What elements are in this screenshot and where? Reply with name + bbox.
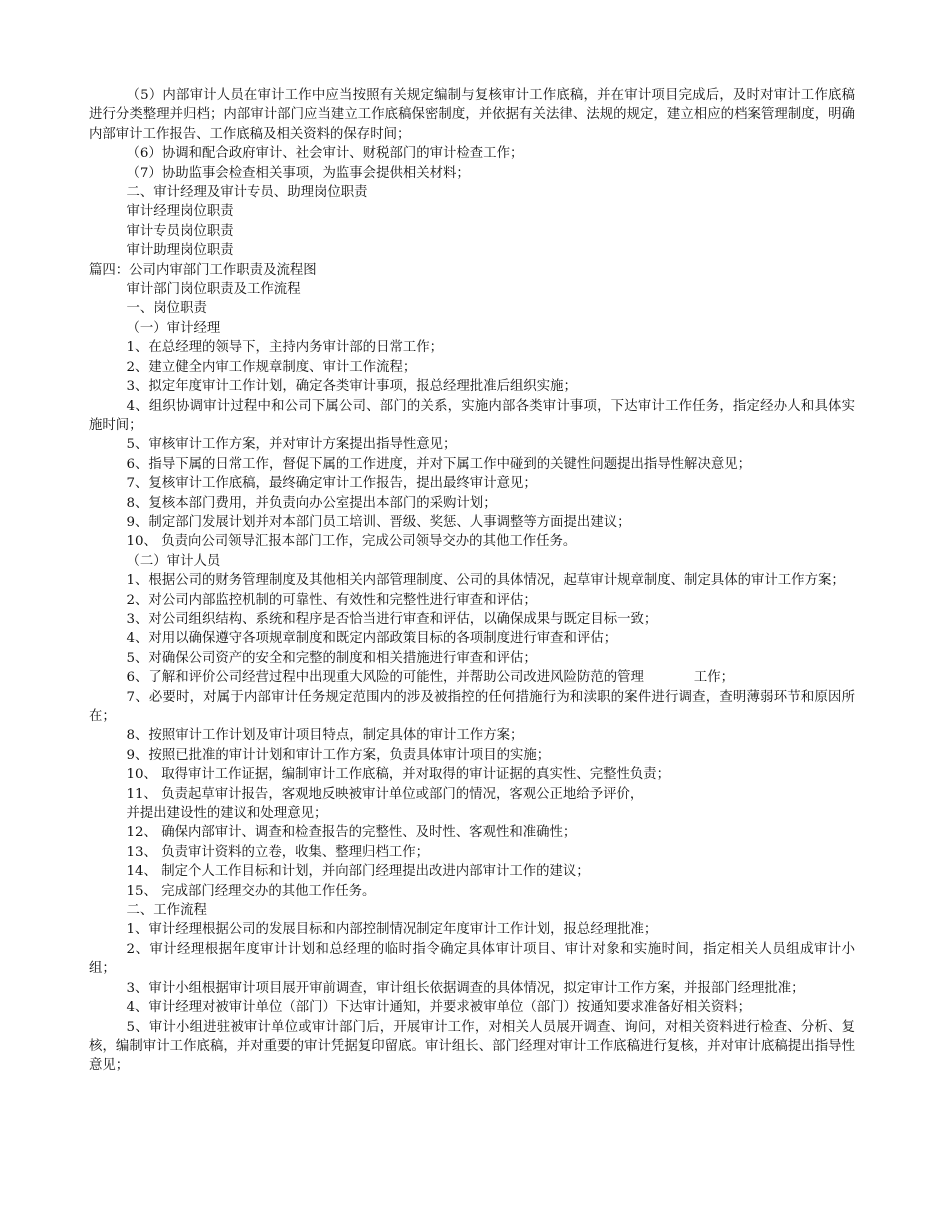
paragraph: [89, 144, 855, 163]
paragraph-text: 二、工作流程: [126, 903, 207, 919]
paragraph: [89, 397, 855, 436]
paragraph-text: 14、 制定个人工作目标和计划，并向部门经理提出改进内部审计工作的建议；: [126, 864, 590, 880]
paragraph-text: 2、对公司内部监控机制的可靠性、有效性和完整性进行审查和评估；: [126, 592, 537, 608]
paragraph: [89, 979, 855, 998]
paragraph: [89, 377, 855, 396]
paragraph: [89, 765, 855, 784]
paragraph-text: 15、 完成部门经理交办的其他工作任务。: [126, 883, 376, 899]
paragraph: [89, 882, 855, 901]
paragraph-text: 3、拟定年度审计工作计划，确定各类审计事项，报总经理批准后组织实施；: [126, 379, 577, 395]
paragraph: [89, 940, 855, 979]
paragraph-text: 3、对公司组织结构、系统和程序是否恰当进行审查和评估，以确保成果与既定目标一致；: [126, 611, 658, 627]
paragraph: [89, 843, 855, 862]
paragraph: [89, 202, 855, 221]
paragraph: [89, 785, 855, 804]
paragraph: [89, 804, 855, 823]
paragraph-text: 审计专员岗位职责: [126, 223, 234, 239]
paragraph-tail: 工作；: [693, 670, 735, 686]
paragraph: [89, 726, 855, 745]
paragraph-text: 4、对用以确保遵守各项规章制度和既定内部政策目标的各项制度进行审查和评估；: [126, 631, 618, 647]
paragraph-text: （二）审计人员: [126, 553, 221, 569]
paragraph-text: 8、复核本部门费用，并负责向办公室提出本部门的采购计划；: [126, 495, 497, 511]
paragraph: [89, 86, 855, 144]
paragraph: [89, 591, 855, 610]
paragraph: [89, 668, 855, 687]
paragraph: [89, 610, 855, 629]
paragraph-text: 审计经理岗位职责: [126, 204, 234, 220]
paragraph-text: 9、按照已批准的审计计划和审计工作方案，负责具体审计项目的实施；: [126, 747, 551, 763]
paragraph-text: 2、审计经理根据年度审计计划和总经理的临时指令确定具体审计项目、审计对象和实施时间，指定相关人员组成审计小组；: [89, 941, 855, 977]
paragraph: [89, 862, 855, 881]
paragraph: [89, 746, 855, 765]
paragraph-text: 5、审核审计工作方案，并对审计方案提出指导性意见；: [126, 437, 457, 453]
paragraph-text: 8、按照审计工作计划及审计项目特点，制定具体的审计工作方案；: [126, 728, 524, 744]
paragraph: [89, 823, 855, 842]
paragraph: [89, 532, 855, 551]
paragraph: [89, 164, 855, 183]
paragraph: [89, 183, 855, 202]
paragraph-text: 1、根据公司的财务管理制度及其他相关内部管理制度、公司的具体情况，起草审计规章制度、制定具体的审计工作方案；: [126, 573, 845, 589]
document-body: [89, 86, 855, 1076]
paragraph-text: 审计部门岗位职责及工作流程: [126, 282, 301, 298]
paragraph-text: （6）协调和配合政府审计、社会审计、财税部门的审计检查工作；: [126, 146, 524, 162]
paragraph-text: （一）审计经理: [126, 320, 221, 336]
paragraph: [89, 299, 855, 318]
paragraph-text: 10、 负责向公司领导汇报本部门工作，完成公司领导交办的其他工作任务。: [126, 534, 577, 550]
paragraph-text: 二、审计经理及审计专员、助理岗位职责: [126, 185, 368, 201]
paragraph: [89, 455, 855, 474]
paragraph: [89, 571, 855, 590]
paragraph-text: 10、 取得审计工作证据，编制审计工作底稿，并对取得的审计证据的真实性、完整性负责；: [126, 767, 671, 783]
paragraph: [89, 241, 855, 260]
paragraph: [89, 513, 855, 532]
paragraph: [89, 261, 855, 280]
paragraph: [89, 280, 855, 299]
paragraph: [89, 358, 855, 377]
paragraph-text: 篇四：公司内审部门工作职责及流程图: [89, 262, 317, 278]
paragraph: [89, 435, 855, 454]
paragraph-text: 5、对确保公司资产的安全和完整的制度和相关措施进行审查和评估；: [126, 650, 537, 666]
paragraph-text: 4、组织协调审计过程中和公司下属公司、部门的关系，实施内部各类审计事项，下达审计工作任务，指定经办人和具体实施时间；: [89, 398, 855, 433]
paragraph: [89, 629, 855, 648]
paragraph-text: 并提出建设性的建议和处理意见；: [126, 806, 328, 822]
paragraph: [89, 920, 855, 939]
paragraph-text: 7、必要时，对属于内部审计任务规定范围内的涉及被指控的任何措施行为和渎职的案件进行调查，查明薄弱环节和原因所在；: [89, 689, 855, 724]
paragraph-text: 7、复核审计工作底稿，最终确定审计工作报告，提出最终审计意见；: [126, 476, 537, 492]
paragraph-text: 13、 负责审计资料的立卷，收集、整理归档工作；: [126, 844, 430, 860]
paragraph-text: 1、在总经理的领导下，主持内务审计部的日常工作；: [126, 340, 444, 356]
paragraph: [89, 998, 855, 1017]
paragraph-text: 9、制定部门发展计划并对本部门员工培训、晋级、奖惩、人事调整等方面提出建议；: [126, 514, 631, 530]
paragraph: [89, 494, 855, 513]
paragraph-text: 3、审计小组根据审计项目展开审前调查，审计组长依据调查的具体情况，拟定审计工作方案，并报部门经理批准；: [126, 980, 805, 996]
paragraph: [89, 319, 855, 338]
paragraph-text: 一、岗位职责: [126, 301, 207, 317]
paragraph-text: 11、 负责起草审计报告，客观地反映被审计单位或部门的情况，客观公正地给予评价，: [126, 786, 644, 802]
paragraph: [89, 474, 855, 493]
paragraph-text: 6、了解和评价公司经营过程中出现重大风险的可能性，并帮助公司改进风险防范的管理: [126, 670, 644, 686]
paragraph-text: 5、审计小组进驻被审计单位或审计部门后，开展审计工作，对相关人员展开调查、询问，对相关资料进行检查、分析、复核，编制审计工作底稿，并对重要的审计凭据复印留底。审计组长、部门经理对审计工作底稿进行复核，并对审计底稿提出指导性意见；: [89, 1019, 855, 1074]
paragraph-text: 1、审计经理根据公司的发展目标和内部控制情况制定年度审计工作计划，报总经理批准；: [126, 922, 658, 938]
paragraph: [89, 901, 855, 920]
paragraph: [89, 688, 855, 727]
paragraph-text: 2、建立健全内审工作规章制度、审计工作流程；: [126, 359, 417, 375]
paragraph-text: （5）内部审计人员在审计工作中应当按照有关规定编制与复核审计工作底稿，并在审计项目完成后，及时对审计工作底稿进行分类整理并归档；内部审计部门应当建立工作底稿保密制度，并依据有关法律、法规的规定，建立相应的档案管理制度，明确内部审计工作报告、工作底稿及相关资料的保存时间；: [89, 88, 855, 142]
paragraph: [89, 649, 855, 668]
paragraph: [89, 1018, 855, 1076]
paragraph-text: 12、 确保内部审计、调查和检查报告的完整性、及时性、客观性和准确性；: [126, 825, 577, 841]
paragraph: [89, 338, 855, 357]
paragraph: [89, 552, 855, 571]
paragraph-text: （7）协助监事会检查相关事项，为监事会提供相关材料；: [126, 165, 470, 181]
paragraph: [89, 222, 855, 241]
paragraph-text: 6、指导下属的日常工作，督促下属的工作进度，并对下属工作中碰到的关键性问题提出指导性解决意见；: [126, 456, 752, 472]
paragraph-text: 4、审计经理对被审计单位（部门）下达审计通知，并要求被审单位（部门）按通知要求准备好相关资料；: [126, 1000, 752, 1016]
paragraph-text: 审计助理岗位职责: [126, 243, 234, 259]
